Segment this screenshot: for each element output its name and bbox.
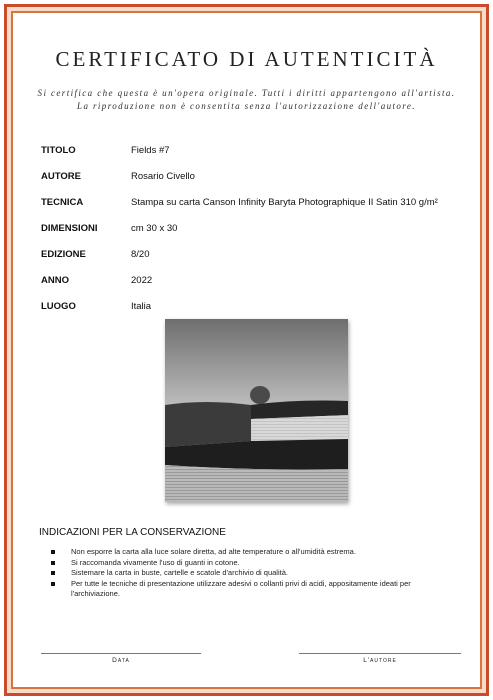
detail-label: LUOGO: [41, 300, 76, 312]
list-item: [51, 558, 456, 569]
detail-label: AUTORE: [41, 170, 81, 182]
detail-label: TITOLO: [41, 144, 76, 156]
bullet-icon: [51, 571, 55, 575]
bullet-icon: [51, 582, 55, 586]
artwork-details: [41, 137, 461, 319]
certificate-page: [11, 11, 482, 689]
certificate-frame: [4, 4, 489, 696]
detail-value: Fields #7: [131, 144, 170, 156]
date-label: Data: [112, 657, 130, 664]
detail-row-dimensioni: [41, 215, 461, 241]
author-signature-line: [299, 653, 461, 654]
certificate-subtitle: Si certifica che questa è un'opera originale. Tutti i diritti appartengono all'artista. La riproduzione non è consentita senza l'autorizzazione dell'autore.: [37, 88, 456, 111]
detail-label: TECNICA: [41, 196, 84, 208]
detail-row-edizione: [41, 241, 461, 267]
detail-row-anno: [41, 267, 461, 293]
detail-row-luogo: [41, 293, 461, 319]
certificate-title: CERTIFICATO DI AUTENTICITÀ: [55, 47, 438, 71]
list-item-text: Per tutte le tecniche di presentazione utilizzare adesivi o collanti privi di acidi, appositamente ideati per l'archiviazione.: [71, 578, 411, 598]
list-item-text: Sistemare la carta in buste, cartelle e scatole d'archivio di qualità.: [71, 568, 288, 577]
date-signature-line: [41, 653, 201, 654]
detail-value: Rosario Civello: [131, 170, 195, 182]
detail-label: ANNO: [41, 274, 69, 286]
list-item: [51, 568, 456, 579]
detail-value: Italia: [131, 300, 152, 312]
bullet-icon: [51, 550, 55, 554]
author-label: L'autore: [363, 657, 397, 664]
conservation-title: INDICAZIONI PER LA CONSERVAZIONE: [39, 527, 226, 538]
detail-label: EDIZIONE: [41, 248, 86, 260]
list-item: [51, 547, 456, 558]
list-item-text: Non esporre la carta alla luce solare diretta, ad alte temperature o all'umidità estrema.: [71, 547, 356, 556]
artwork-image: [165, 319, 348, 502]
detail-row-tecnica: [41, 189, 461, 215]
detail-row-autore: [41, 163, 461, 189]
artwork-photo: [165, 319, 348, 502]
detail-value: cm 30 x 30: [131, 222, 178, 234]
detail-row-titolo: [41, 137, 461, 163]
detail-label: DIMENSIONI: [41, 222, 98, 234]
bullet-icon: [51, 561, 55, 565]
detail-value: 8/20: [131, 248, 150, 260]
list-item-text: Si raccomanda vivamente l'uso di guanti in cotone.: [71, 557, 240, 567]
list-item: [51, 579, 456, 600]
tree-canopy: [250, 386, 270, 404]
detail-value: 2022: [131, 274, 153, 286]
detail-value: Stampa su carta Canson Infinity Baryta Photographique II Satin 310 g/m²: [131, 196, 438, 208]
conservation-list: [51, 547, 456, 600]
